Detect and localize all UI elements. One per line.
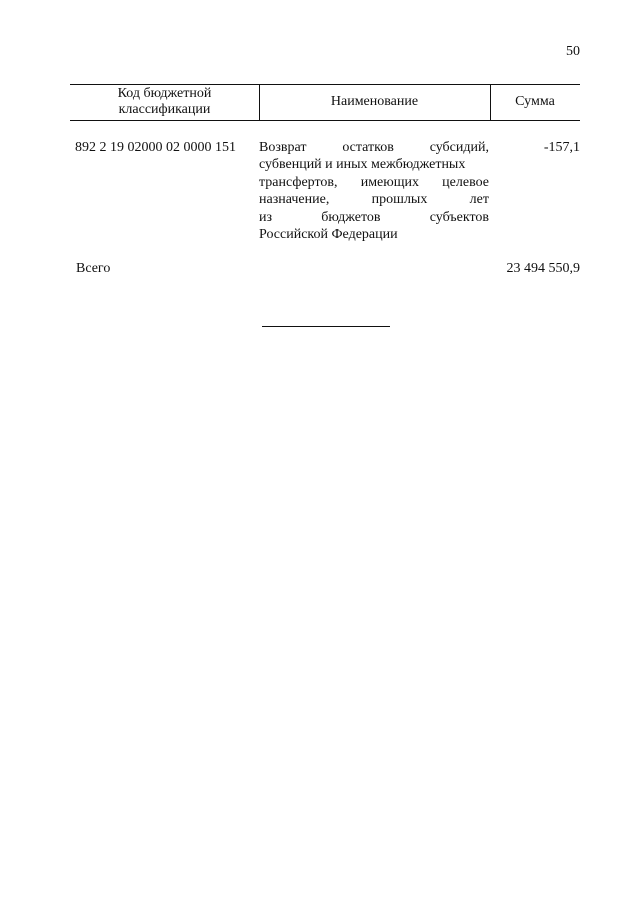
word: субсидий, [429, 140, 489, 155]
row-name-line [259, 191, 489, 208]
row-name-line [259, 226, 489, 243]
header-code-line-2: классификации [118, 102, 211, 117]
word: имеющих [360, 174, 419, 190]
word: Российской Федерации [259, 227, 398, 243]
header-code-line-1: Код бюджетной [117, 86, 212, 101]
row-name [259, 139, 489, 243]
row-name-line [259, 209, 489, 226]
row-sum: -157,1 [543, 140, 580, 155]
word: трансфертов, [259, 174, 338, 190]
header-name: Наименование [330, 94, 419, 109]
end-rule [262, 326, 390, 327]
row-name-line [259, 174, 489, 191]
word: назначение, [259, 192, 330, 208]
header-sum: Сумма [515, 94, 555, 109]
row-name-line [259, 139, 489, 156]
total-label: Всего [76, 261, 111, 276]
word: субвенций и иных межбюджетных [259, 157, 466, 173]
row-code: 892 2 19 02000 02 0000 151 [75, 140, 236, 155]
word: остатков [342, 140, 394, 155]
word: лет [469, 192, 489, 208]
table-header-bottom-border [70, 120, 580, 121]
page-number: 50 [566, 44, 580, 59]
word: целевое [442, 174, 489, 190]
row-name-line [259, 156, 489, 173]
word: Возврат [259, 140, 307, 155]
header-code [70, 84, 259, 120]
word: субъектов [429, 209, 489, 225]
word: бюджетов [321, 209, 381, 225]
word: прошлых [371, 192, 428, 208]
total-value: 23 494 550,9 [506, 261, 580, 276]
word: из [259, 209, 273, 225]
